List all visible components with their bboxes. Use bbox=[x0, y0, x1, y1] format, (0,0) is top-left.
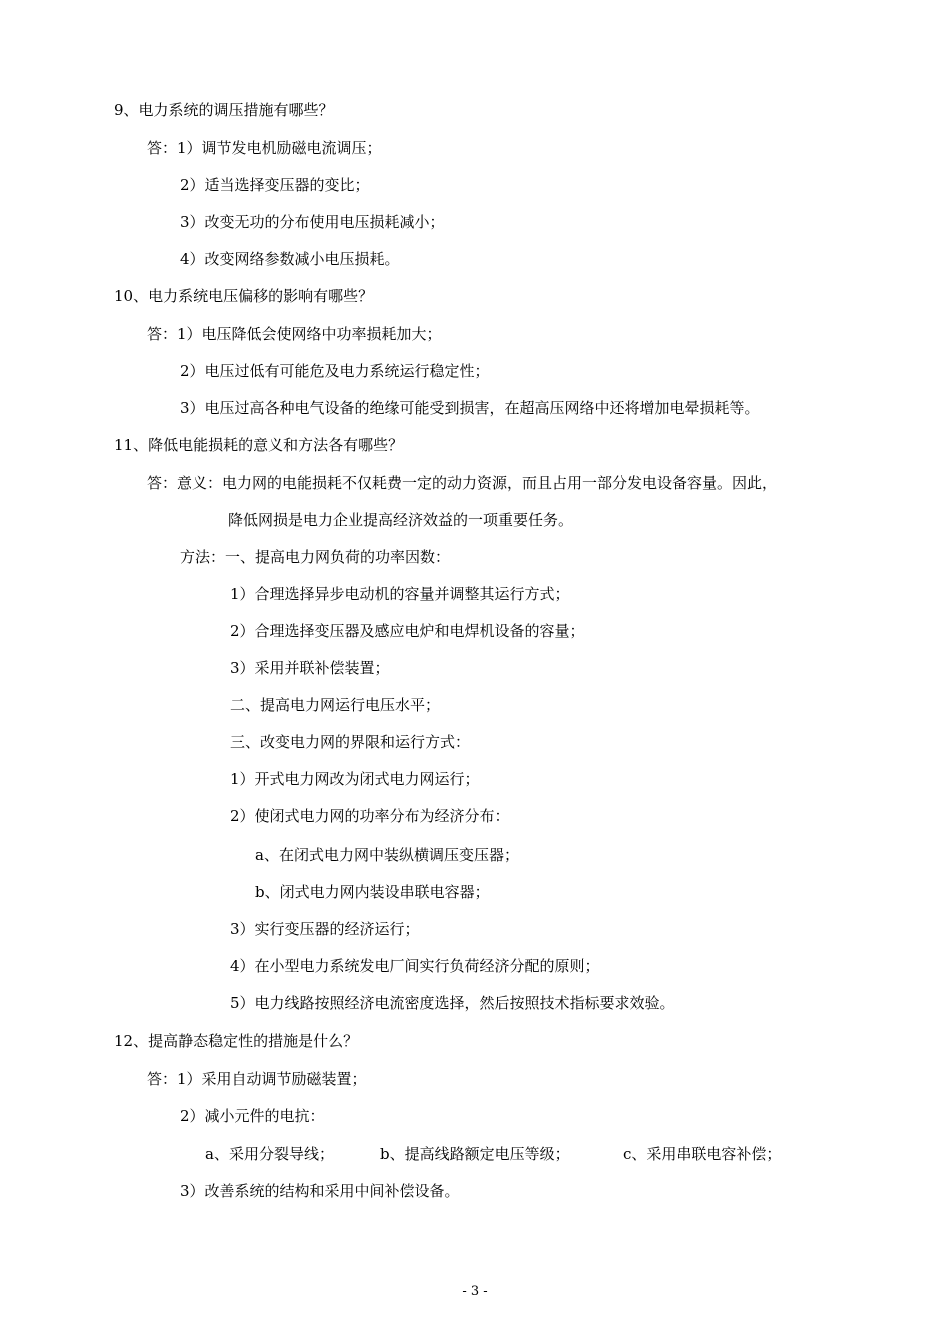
answer-9-4: 4）改变网络参数减小电压损耗。 bbox=[180, 250, 400, 268]
question-10: 10、电力系统电压偏移的影响有哪些？ bbox=[114, 287, 374, 305]
question-12: 12、提高静态稳定性的措施是什么？ bbox=[114, 1032, 359, 1050]
answer-10-2: 2）电压过低有可能危及电力系统运行稳定性； bbox=[180, 362, 490, 380]
option-a: a、采用分裂导线； bbox=[205, 1145, 334, 1163]
answer-11-method: 方法：一、提高电力网负荷的功率因数： bbox=[180, 548, 451, 566]
question-11: 11、降低电能损耗的意义和方法各有哪些？ bbox=[114, 436, 404, 454]
answer-9-3: 3）改变无功的分布使用电压损耗减小； bbox=[180, 213, 445, 231]
method-item: 1）开式电力网改为闭式电力网运行； bbox=[230, 770, 480, 788]
answer-10-3: 3）电压过高各种电气设备的绝缘可能受到损害，在超高压网络中还将增加电晕损耗等。 bbox=[180, 399, 760, 417]
option-b: b、提高线路额定电压等级； bbox=[380, 1145, 570, 1163]
method-item: 2）使闭式电力网的功率分布为经济分布： bbox=[230, 807, 510, 825]
method-subitem: b、闭式电力网内装设串联电容器； bbox=[255, 883, 490, 901]
answer-10-1: 答：1）电压降低会使网络中功率损耗加大； bbox=[147, 325, 442, 343]
option-c: c、采用串联电容补偿； bbox=[623, 1145, 782, 1163]
answer-9-1: 答：1）调节发电机励磁电流调压； bbox=[147, 139, 382, 157]
answer-12-3: 3）改善系统的结构和采用中间补偿设备。 bbox=[180, 1182, 460, 1200]
answer-12-2: 2）减小元件的电抗： bbox=[180, 1107, 325, 1125]
method-item: 3）实行变压器的经济运行； bbox=[230, 920, 420, 938]
page-number: - 3 - bbox=[462, 1284, 488, 1299]
answer-11-meaning: 答：意义：电力网的电能损耗不仅耗费一定的动力资源，而且占用一部分发电设备容量。因此， bbox=[147, 474, 778, 492]
method-item: 3）采用并联补偿装置； bbox=[230, 659, 390, 677]
method-heading: 三、改变电力网的界限和运行方式： bbox=[230, 733, 471, 751]
method-heading: 二、提高电力网运行电压水平； bbox=[230, 696, 441, 714]
question-9: 9、电力系统的调压措施有哪些？ bbox=[114, 101, 334, 119]
method-item: 4）在小型电力系统发电厂间实行负荷经济分配的原则； bbox=[230, 957, 600, 975]
method-subitem: a、在闭式电力网中装纵横调压变压器； bbox=[255, 846, 519, 864]
method-item: 2）合理选择变压器及感应电炉和电焊机设备的容量； bbox=[230, 622, 585, 640]
method-item: 1）合理选择异步电动机的容量并调整其运行方式； bbox=[230, 585, 570, 603]
answer-12-1: 答：1）采用自动调节励磁装置； bbox=[147, 1070, 367, 1088]
method-item: 5）电力线路按照经济电流密度选择，然后按照技术指标要求效验。 bbox=[230, 994, 675, 1012]
answer-11-meaning-cont: 降低网损是电力企业提高经济效益的一项重要任务。 bbox=[228, 511, 574, 529]
answer-9-2: 2）适当选择变压器的变比； bbox=[180, 176, 370, 194]
